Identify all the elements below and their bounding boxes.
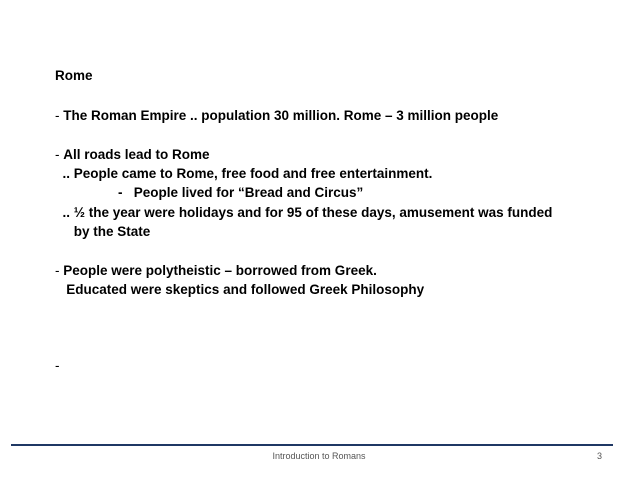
bullet-text: People were polytheistic – borrowed from Greek. — [63, 263, 377, 278]
sub-line-5 — [55, 282, 424, 298]
bullet-dash: - — [55, 147, 64, 162]
bullet-text: All roads lead to Rome — [63, 147, 210, 162]
sub-text: Educated were skeptics and followed Greek Philosophy — [55, 282, 425, 297]
bullet-dash: - — [55, 358, 60, 373]
bullet-line-2 — [55, 147, 210, 163]
footer-title: Introduction to Romans — [272, 451, 366, 461]
footer-divider — [11, 444, 613, 446]
bullet-text: The Roman Empire .. population 30 million. Rome – 3 million people — [63, 108, 499, 123]
sub-line-3 — [55, 205, 552, 221]
sub-line-4 — [55, 224, 150, 240]
page-number: 3 — [596, 451, 602, 461]
bullet-line-1 — [55, 108, 498, 124]
sub-line-1 — [55, 166, 432, 182]
sub-text: - People lived for “Bread and Circus” — [118, 185, 364, 200]
sub-text: .. People came to Rome, free food and free entertainment. — [55, 166, 433, 181]
bullet-dash: - — [55, 263, 64, 278]
bullet-line-empty — [55, 358, 60, 374]
sub-line-2 — [118, 185, 363, 201]
bullet-line-3 — [55, 263, 377, 279]
slide-heading: Rome — [55, 68, 93, 83]
bullet-dash: - — [55, 108, 64, 123]
sub-text: .. ½ the year were holidays and for 95 of these days, amusement was funded — [55, 205, 553, 220]
sub-text: by the State — [55, 224, 151, 239]
